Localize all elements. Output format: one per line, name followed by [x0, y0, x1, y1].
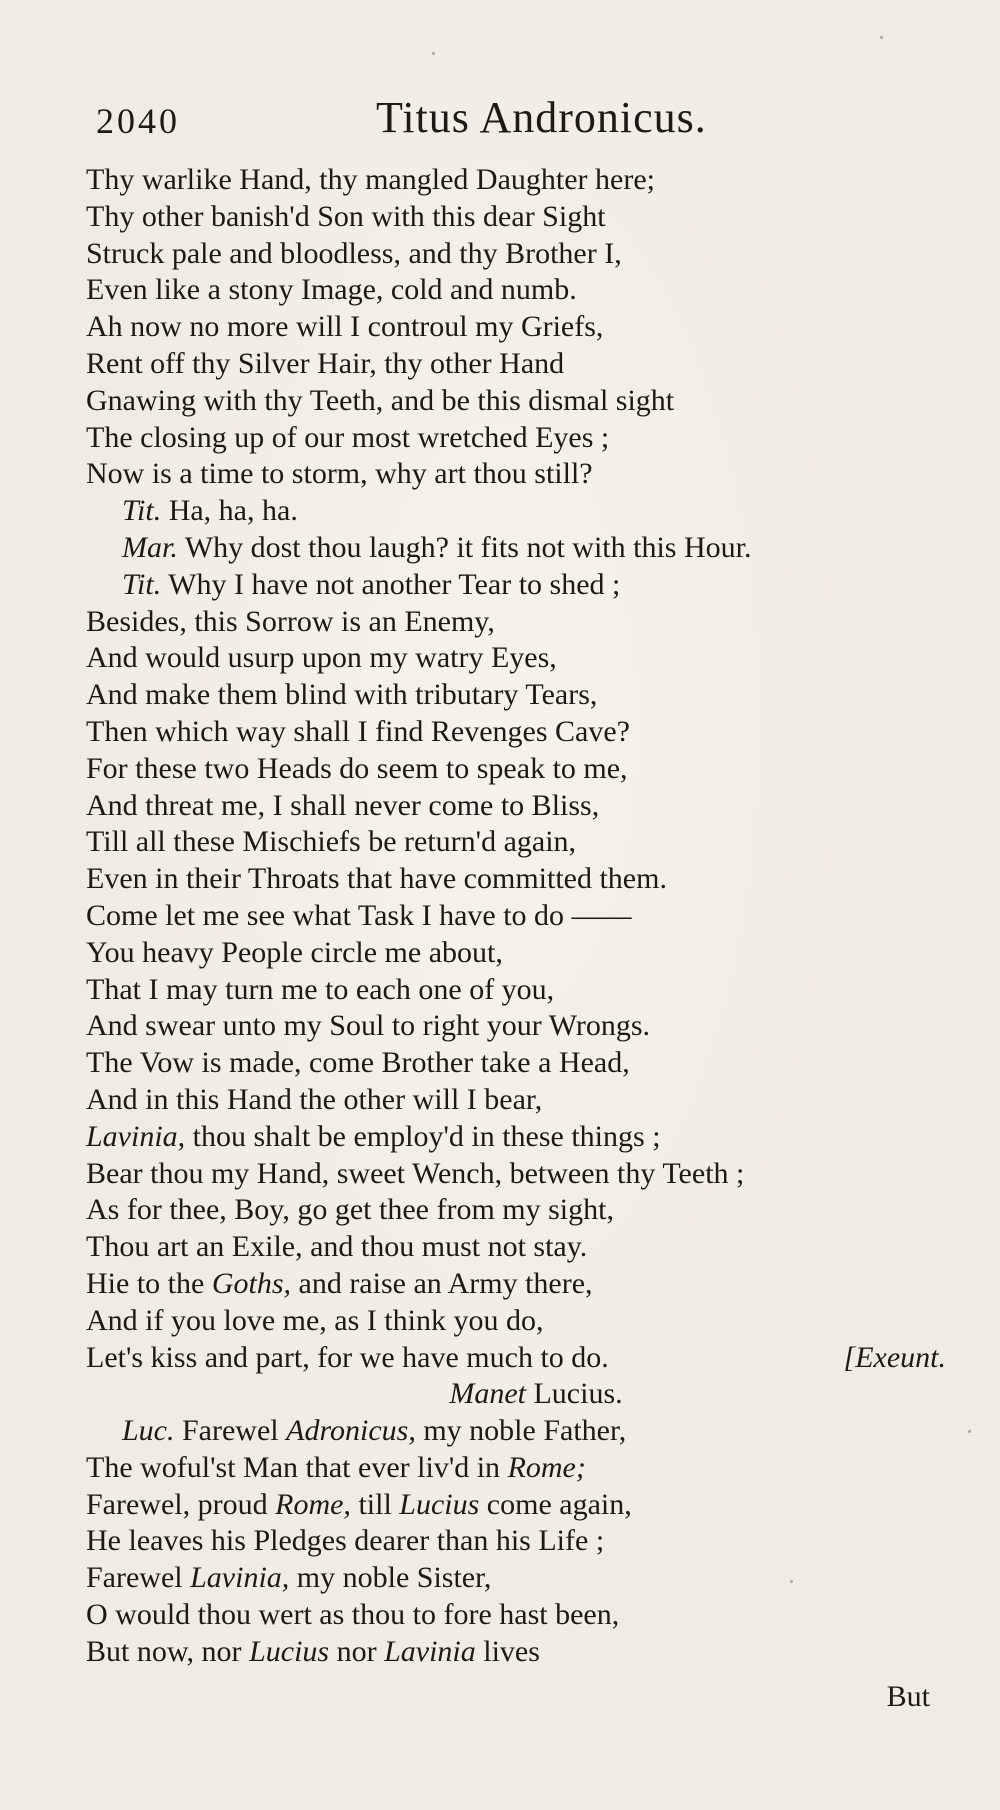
text-line — [86, 1450, 946, 1487]
text-line — [86, 935, 946, 972]
verse-text: You heavy People circle me about, — [86, 935, 503, 969]
paper-speck — [790, 1580, 793, 1583]
verse-text: Bear thou my Hand, sweet Wench, between thy Teeth ; — [86, 1156, 745, 1190]
verse-text: The closing up of our most wretched Eyes ; — [86, 420, 610, 454]
verse-text: Then which way shall I find Revenges Cave? — [86, 714, 630, 748]
text-line — [86, 493, 946, 530]
speaker-name: Luc. — [122, 1414, 175, 1448]
text-line — [86, 824, 946, 861]
stage-direction-italic: Manet — [449, 1377, 526, 1411]
text-line — [86, 1156, 946, 1193]
verse-text: Hie to the — [86, 1266, 205, 1300]
speaker-name: Mar. — [122, 530, 178, 564]
verse-text: Even in their Throats that have committed them. — [86, 862, 667, 896]
verse-text: And make them blind with tributary Tears, — [86, 678, 598, 712]
stage-direction-exeunt: [Exeunt. — [843, 1340, 946, 1374]
verse-text: thou shalt be employ'd in these things ; — [192, 1119, 661, 1153]
text-line — [86, 309, 946, 346]
text-line — [86, 788, 946, 825]
verse-text: The woful'st Man that ever liv'd in — [86, 1450, 501, 1484]
text-line — [86, 1340, 946, 1377]
text-line — [86, 1192, 946, 1229]
verse-text: Come let me see what Task I have to do —— — [86, 898, 632, 932]
play-text — [86, 162, 946, 1671]
text-line — [86, 236, 946, 273]
text-line — [86, 1597, 946, 1634]
text-line — [86, 604, 946, 641]
verse-text: Gnawing with thy Teeth, and be this dismal sight — [86, 383, 675, 417]
verse-text: And swear unto my Soul to right your Wrongs. — [86, 1009, 651, 1043]
text-line — [86, 1266, 946, 1303]
verse-text: Why dost thou laugh? it fits not with this Hour. — [184, 530, 752, 564]
verse-text: Till all these Mischiefs be return'd again, — [86, 825, 577, 859]
text-line — [86, 272, 946, 309]
verse-text: come again, — [486, 1487, 632, 1521]
verse-text: He leaves his Pledges dearer than his Life ; — [86, 1524, 605, 1558]
verse-text: till — [358, 1487, 392, 1521]
verse-text: Besides, this Sorrow is an Enemy, — [86, 604, 495, 638]
text-line — [86, 972, 946, 1009]
italic-name: Lavinia, — [190, 1561, 290, 1595]
text-line — [86, 456, 946, 493]
text-line — [86, 567, 946, 604]
text-line — [86, 677, 946, 714]
stage-direction: Lucius. — [533, 1377, 623, 1411]
italic-name: Adronicus, — [286, 1414, 416, 1448]
text-line — [86, 199, 946, 236]
verse-text: Even like a stony Image, cold and numb. — [86, 273, 577, 307]
verse-text: And in this Hand the other will I bear, — [86, 1082, 543, 1116]
verse-text: Thy warlike Hand, thy mangled Daughter here; — [86, 163, 655, 196]
verse-text: Farewel — [182, 1414, 279, 1448]
verse-text: Let's kiss and part, for we have much to do. — [86, 1340, 609, 1374]
verse-text: my noble Sister, — [296, 1561, 492, 1595]
page-header — [96, 92, 916, 152]
italic-name: Lucius — [249, 1634, 330, 1668]
text-line — [86, 420, 946, 457]
speaker-name: Tit. — [122, 494, 162, 528]
italic-name: Lavinia — [384, 1634, 476, 1668]
text-line — [86, 1487, 946, 1524]
verse-text: For these two Heads do seem to speak to me, — [86, 751, 628, 785]
verse-text: Rent off thy Silver Hair, thy other Hand — [86, 346, 565, 380]
italic-name: Lucius — [399, 1487, 480, 1521]
verse-text: Ha, ha, ha. — [168, 494, 298, 528]
text-line — [86, 714, 946, 751]
verse-text: Farewel — [86, 1561, 183, 1595]
verse-text: Now is a time to storm, why art thou still? — [86, 457, 593, 491]
italic-name: Lavinia, — [86, 1119, 186, 1153]
text-line — [86, 1634, 946, 1671]
text-line — [86, 640, 946, 677]
verse-text: And would usurp upon my watry Eyes, — [86, 641, 557, 675]
verse-text: lives — [483, 1634, 540, 1668]
verse-text: nor — [336, 1634, 377, 1668]
verse-text: my noble Father, — [423, 1414, 627, 1448]
text-line — [86, 346, 946, 383]
verse-text: Thou art an Exile, and thou must not stay. — [86, 1230, 588, 1264]
text-line — [86, 1303, 946, 1340]
text-line — [86, 1413, 946, 1450]
verse-text: The Vow is made, come Brother take a Head, — [86, 1046, 630, 1080]
verse-text: O would thou wert as thou to fore hast been, — [86, 1598, 620, 1632]
text-line — [86, 1008, 946, 1045]
text-line — [86, 162, 946, 199]
speaker-name: Tit. — [122, 567, 162, 601]
page-number: 2040 — [96, 101, 180, 141]
text-line — [86, 861, 946, 898]
text-line — [86, 1045, 946, 1082]
text-line — [86, 1229, 946, 1266]
catchword: But — [886, 1680, 930, 1713]
verse-text: And threat me, I shall never come to Bliss, — [86, 788, 600, 822]
verse-text: That I may turn me to each one of you, — [86, 972, 555, 1006]
running-title: Titus Andronicus. — [376, 93, 707, 142]
text-line — [86, 751, 946, 788]
text-line — [86, 1376, 946, 1413]
text-line — [86, 898, 946, 935]
text-line — [86, 1119, 946, 1156]
italic-name: Goths, — [211, 1266, 291, 1300]
paper-speck — [968, 1430, 971, 1433]
verse-text: And if you love me, as I think you do, — [86, 1303, 544, 1337]
verse-text: Thy other banish'd Son with this dear Sight — [86, 199, 606, 233]
italic-name: Rome; — [507, 1450, 586, 1484]
text-line — [86, 1082, 946, 1119]
text-line — [86, 383, 946, 420]
verse-text: But now, nor — [86, 1634, 242, 1668]
text-line — [86, 530, 946, 567]
text-line — [86, 1560, 946, 1597]
verse-text: Struck pale and bloodless, and thy Brother I, — [86, 236, 622, 270]
paper-speck — [432, 52, 435, 55]
verse-text: Ah now no more will I controul my Griefs, — [86, 310, 604, 344]
paper-speck — [880, 36, 883, 39]
verse-text: Why I have not another Tear to shed ; — [168, 567, 621, 601]
text-line — [86, 1523, 946, 1560]
verse-text: Farewel, proud — [86, 1487, 268, 1521]
italic-name: Rome, — [275, 1487, 351, 1521]
verse-text: and raise an Army there, — [298, 1266, 593, 1300]
verse-text: As for thee, Boy, go get thee from my sight, — [86, 1193, 614, 1227]
